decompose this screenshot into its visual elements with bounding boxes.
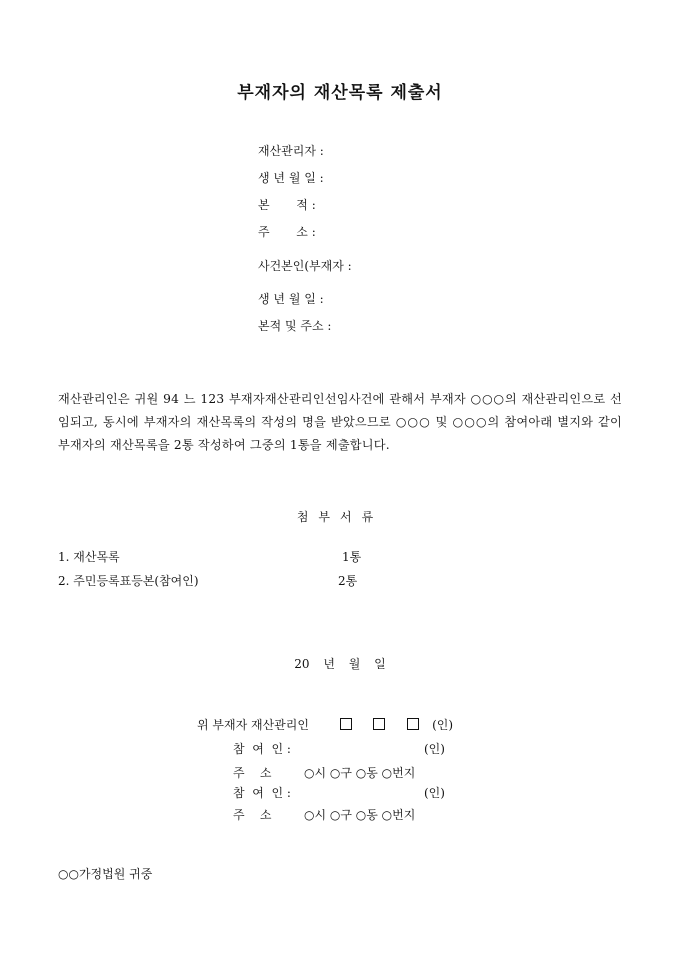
manager-birth-label: 생 년 월 일 : <box>258 171 324 185</box>
attachment-item-label: 1. 재산목록 <box>58 550 120 564</box>
manager-signature-line <box>197 716 453 733</box>
address1-value: ○시 ○구 ○동 ○번지 <box>304 766 416 780</box>
manager-domicile-label: 본 적 : <box>258 198 316 212</box>
participant1-label: 참 여 인 : <box>233 742 291 756</box>
participant1-seal: (인) <box>424 742 445 756</box>
body-paragraph: 재산관리인은 귀원 94 느 123 부재자재산관리인선임사건에 관해서 부재자 ○○○의 재산관리인으로 선임되고, 동시에 부재자의 재산목록의 작성의 명을 받았으므로 ○○○ 및 ○○○의 참여아래 별지와 같이 부재자의 재산목록을 2통 작성하여 그중의 1통을 제출합니다. <box>58 392 623 452</box>
manager-prefix: 위 부재자 재산관리인 <box>197 718 309 732</box>
subject-birth-label: 생 년 월 일 : <box>258 292 324 306</box>
address2-value: ○시 ○구 ○동 ○번지 <box>304 808 416 822</box>
attachments-title: 첨부서류 <box>296 510 384 524</box>
manager-address-label: 주 소 : <box>258 225 316 239</box>
subject-domicile-address-label: 본적 및 주소 : <box>258 319 332 333</box>
attachment-item-count: 2통 <box>338 574 358 588</box>
participant2-label: 참 여 인 : <box>233 786 291 800</box>
name-box <box>373 718 385 730</box>
manager-seal: (인) <box>432 718 454 732</box>
participant2-seal: (인) <box>424 786 445 800</box>
attachment-item-label: 2. 주민등록표등본(참여인) <box>58 574 199 588</box>
name-box <box>407 718 419 730</box>
address2-label: 주 소 <box>233 808 272 822</box>
court-addressee: ○○가정법원 귀중 <box>58 867 153 881</box>
address1-label: 주 소 <box>233 766 272 780</box>
subject-label: 사건본인(부재자 : <box>258 259 352 273</box>
date-line: 20 년 월 일 <box>294 657 386 671</box>
name-box <box>340 718 352 730</box>
attachment-item-count: 1통 <box>342 550 362 564</box>
page-title: 부재자의 재산목록 제출서 <box>237 83 443 103</box>
manager-label: 재산관리자 : <box>258 144 324 158</box>
